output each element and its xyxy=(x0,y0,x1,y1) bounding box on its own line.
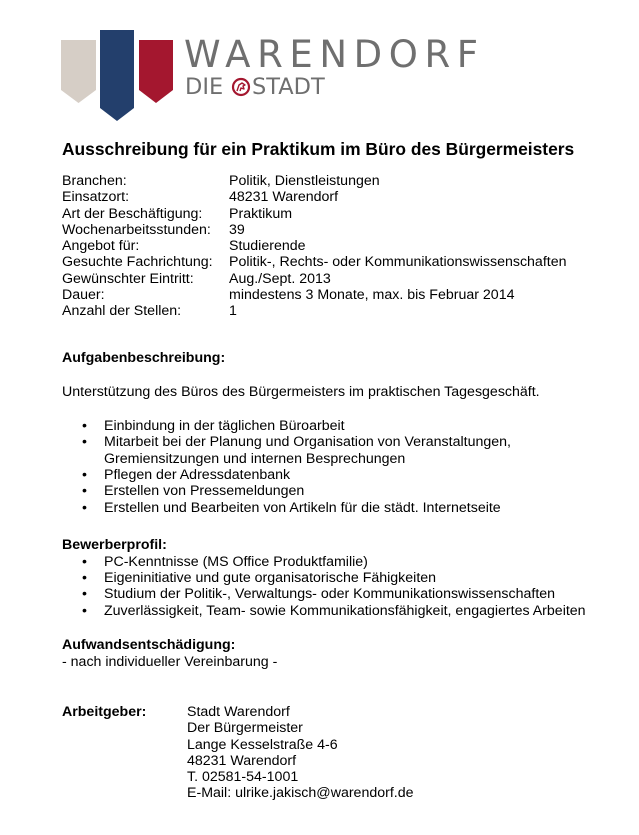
bullet-icon: • xyxy=(82,434,87,451)
employer-address-line: T. 02581-54-1001 xyxy=(187,769,299,786)
tasks-heading: Aufgabenbeschreibung: xyxy=(62,350,226,366)
detail-label: Branchen: xyxy=(62,173,127,189)
task-item xyxy=(0,467,639,483)
task-item xyxy=(0,483,639,499)
horse-head-icon xyxy=(231,77,251,97)
bullet-icon: • xyxy=(82,602,87,619)
detail-label: Angebot für: xyxy=(62,238,140,254)
employer-address-line: Lange Kesselstraße 4-6 xyxy=(187,736,338,753)
detail-value: 39 xyxy=(229,221,245,238)
detail-value: Studierende xyxy=(229,238,306,254)
page-title: Ausschreibung für ein Praktikum im Büro des Bürgermeisters xyxy=(62,139,575,159)
profile-item-text: PC-Kenntnisse (MS Office Produktfamilie) xyxy=(104,553,368,570)
profile-item xyxy=(0,586,639,602)
shield-blue xyxy=(100,30,134,121)
bullet-icon: • xyxy=(82,553,87,570)
profile-item xyxy=(0,603,639,619)
detail-value: Praktikum xyxy=(229,205,293,222)
employer-address-line: 48231 Warendorf xyxy=(187,752,297,769)
profile-item-text: Eigeninitiative und gute organisatorische Fähigkeiten xyxy=(104,569,437,586)
detail-value: Aug./Sept. 2013 xyxy=(229,270,331,287)
compensation-text: - nach individueller Vereinbarung - xyxy=(62,654,278,670)
task-item-text: Mitarbeit bei der Planung und Organisation von Veranstaltungen, xyxy=(104,434,511,451)
employer-address-line: Stadt Warendorf xyxy=(187,704,290,720)
task-item xyxy=(0,434,639,467)
bullet-icon: • xyxy=(82,569,87,586)
logo xyxy=(0,0,485,125)
employer-address xyxy=(187,704,414,802)
detail-value: mindestens 3 Monate, max. bis Februar 2014 xyxy=(229,286,515,303)
bullet-icon: • xyxy=(82,418,87,434)
bullet-icon: • xyxy=(82,483,87,500)
bullet-icon: • xyxy=(82,499,87,516)
shield-red xyxy=(139,40,173,103)
detail-value: Politik-, Rechts- oder Kommunikationswissenschaften xyxy=(229,254,567,271)
shield-beige xyxy=(61,40,96,103)
logo-wordmark: WARENDORF xyxy=(184,33,485,76)
logo-tagline-die: DIE xyxy=(185,74,224,100)
tasks-intro: Unterstützung des Büros des Bürgermeisters im praktischen Tagesgeschäft. xyxy=(62,384,540,400)
detail-label: Dauer: xyxy=(62,286,105,303)
profile-heading: Bewerberprofil: xyxy=(62,537,167,553)
task-item-text: Gremiensitzungen und internen Besprechungen xyxy=(104,450,406,467)
logo-tagline-stadt: STADT xyxy=(252,74,325,100)
profile-item-text: Zuverlässigkeit, Team- sowie Kommunikationsfähigkeit, engagiertes Arbeiten xyxy=(104,602,586,619)
detail-label: Einsatzort: xyxy=(62,189,130,206)
profile-item xyxy=(0,554,639,570)
bullet-icon: • xyxy=(82,586,87,603)
profile-item-text: Studium der Politik-, Verwaltungs- oder Kommunikationswissenschaften xyxy=(104,586,556,603)
tasks-list xyxy=(0,418,639,516)
task-item xyxy=(0,500,639,516)
employer-label: Arbeitgeber: xyxy=(62,704,147,720)
bullet-icon: • xyxy=(82,467,87,484)
detail-value: 48231 Warendorf xyxy=(229,189,339,206)
logo-shields xyxy=(0,0,180,125)
task-item xyxy=(0,418,639,434)
detail-label: Art der Beschäftigung: xyxy=(62,205,203,222)
detail-label: Gewünschter Eintritt: xyxy=(62,270,194,287)
task-item-text: Erstellen und Bearbeiten von Artikeln für die städt. Internetseite xyxy=(104,499,501,516)
detail-label: Anzahl der Stellen: xyxy=(62,303,182,319)
detail-value: 1 xyxy=(229,303,237,319)
detail-value: Politik, Dienstleistungen xyxy=(229,173,380,189)
detail-label: Wochenarbeitsstunden: xyxy=(62,221,211,238)
compensation-heading: Aufwandsentschädigung: xyxy=(62,637,236,653)
task-item-text: Erstellen von Pressemeldungen xyxy=(104,483,305,500)
task-item-text: Pflegen der Adressdatenbank xyxy=(104,467,291,484)
task-item-text: Einbindung in der täglichen Büroarbeit xyxy=(104,418,345,434)
detail-label: Gesuchte Fachrichtung: xyxy=(62,254,213,271)
profile-item xyxy=(0,570,639,586)
profile-list xyxy=(0,554,639,619)
employer-email: E-Mail: ulrike.jakisch@warendorf.de xyxy=(187,785,414,802)
employer-address-line: Der Bürgermeister xyxy=(187,720,303,737)
